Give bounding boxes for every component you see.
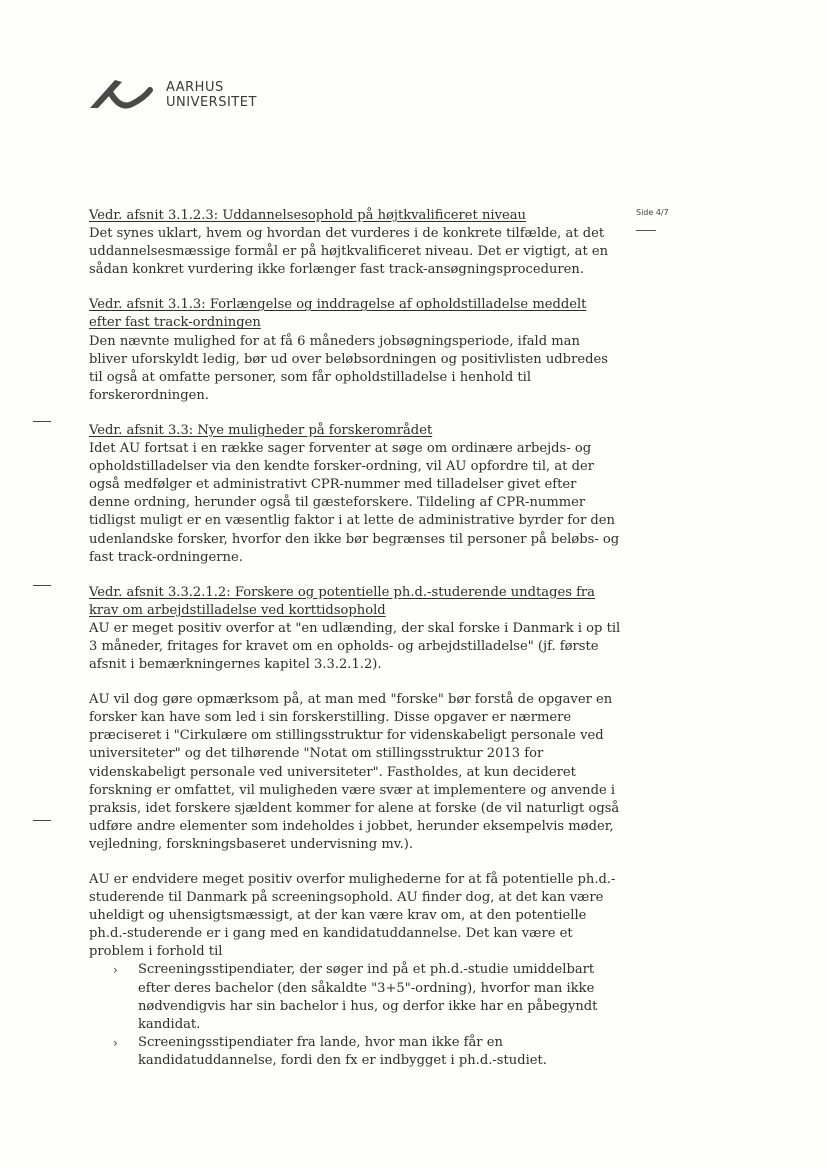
section-heading: Vedr. afsnit 3.3: Nye muligheder på forskerområdet <box>89 422 433 438</box>
list-item: › Screeningsstipendiater fra lande, hvor man ikke får en kandidatuddannelse, fordi den fx er indbygget i ph.d.-studiet. <box>138 1034 621 1070</box>
margin-mark <box>33 421 51 422</box>
section-text: Det synes uklart, hvem og hvordan det vurderes i de konkrete tilfælde, at det uddannelsesmæssige formål er på højtkvalificeret niveau. Det er vigtigt, at en sådan konkret vurdering ikke forlænger fast track-ansøgningsproceduren. <box>89 226 609 278</box>
section-heading: Vedr. afsnit 3.1.3: Forlængelse og inddragelse af opholdstilladelse meddelt efter fast track-ordningen <box>89 297 587 331</box>
paragraph: AU vil dog gøre opmærksom på, at man med "forske" bør forstå de opgaver en forsker kan have som led i sin forskerstilling. Disse opgaver er nærmere præciseret i "Cirkulære om stillingsstruktur for videnskabeligt personale ved universiteter" og det tilhørende "Notat om stillingsstruktur 2013 for videnskabeligt personale ved universiteter". Fastholdes, at kun decideret forskning er omfattet, vil muligheden være svær at implementere og anvende i praksis, idet forskere sjældent kommer for alene at forske (de vil naturligt også udføre andre elementer som indeholdes i jobbet, herunder eksempelvis møder, vejledning, forskningsbaseret undervisning mv.). <box>89 692 620 852</box>
section-heading: Vedr. afsnit 3.3.2.1.2: Forskere og potentielle ph.d.-studerende undtages fra krav om arbejdstilladelse ved korttidsophold <box>89 584 595 618</box>
section-text: Den nævnte mulighed for at få 6 måneders jobsøgningsperiode, ifald man bliver uforskyldt ledig, bør ud over beløbsordningen og positivlisten udbredes til også at omfatte personer, som får opholdstilladelse i henhold til forskerordningen. <box>89 333 608 403</box>
logo-line-1: AARHUS <box>166 80 224 95</box>
section-heading: Vedr. afsnit 3.1.2.3: Uddannelsesophold på højtkvalificeret niveau <box>89 208 526 223</box>
margin-mark <box>33 820 51 821</box>
paragraph: AU er endvidere meget positiv overfor mulighederne for at få potentielle ph.d.-studerende til Danmark på screeningsophold. AU finder dog, at det kan være uheldigt og uhensigtsmæssigt, at der kan være krav om, at den potentielle ph.d.-studerende er i gang med en kandidatuddannelse. Det kan være et problem i forhold til <box>89 872 616 960</box>
section-3-3 <box>89 422 621 567</box>
letter-body <box>89 207 621 1070</box>
page-number: Side 4/7 <box>636 208 669 217</box>
au-logo-icon <box>88 78 158 112</box>
section-text: Idet AU fortsat i en række sager forventer at søge om ordinære arbejds- og opholdstilladelser via den kendte forsker-ordning, vil AU opfordre til, at der også medfølger et administrativt CPR-nummer med tilladelser givet efter denne ordning, herunder også til gæsteforskere. Tildeling af CPR-nummer tidligst muligt er en væsentlig faktor i at lette de administrative byrder for den udenlandske forsker, hvorfor den ikke bør begrænses til personer på beløbs- og fast track-ordningerne. <box>89 441 620 565</box>
logo-text <box>166 80 257 110</box>
list-item: › Screeningsstipendiater, der søger ind på et ph.d.-studie umiddelbart efter deres bachelor (den såkaldte "3+5"-ordning), hvorfor man ikke nødvendigvis har sin bachelor i hus, og derfor ikke har en påbegyndt kandidat. <box>138 961 621 1033</box>
side-rule <box>636 230 656 231</box>
logo-line-2: UNIVERSITET <box>166 95 257 110</box>
section-3-1-2-3 <box>89 207 621 279</box>
section-3-1-3 <box>89 296 621 405</box>
bullet-list <box>89 961 621 1070</box>
section-3-3-2-1-2 <box>89 584 621 674</box>
margin-mark <box>33 585 51 586</box>
aarhus-university-logo <box>88 78 278 118</box>
section-text: AU er meget positiv overfor at "en udlænding, der skal forske i Danmark i op til 3 måneder, fritages for kravet om en opholds- og arbejdstilladelse" (jf. første afsnit i bemærkningernes kapitel 3.3.2.1.2). <box>89 620 621 673</box>
